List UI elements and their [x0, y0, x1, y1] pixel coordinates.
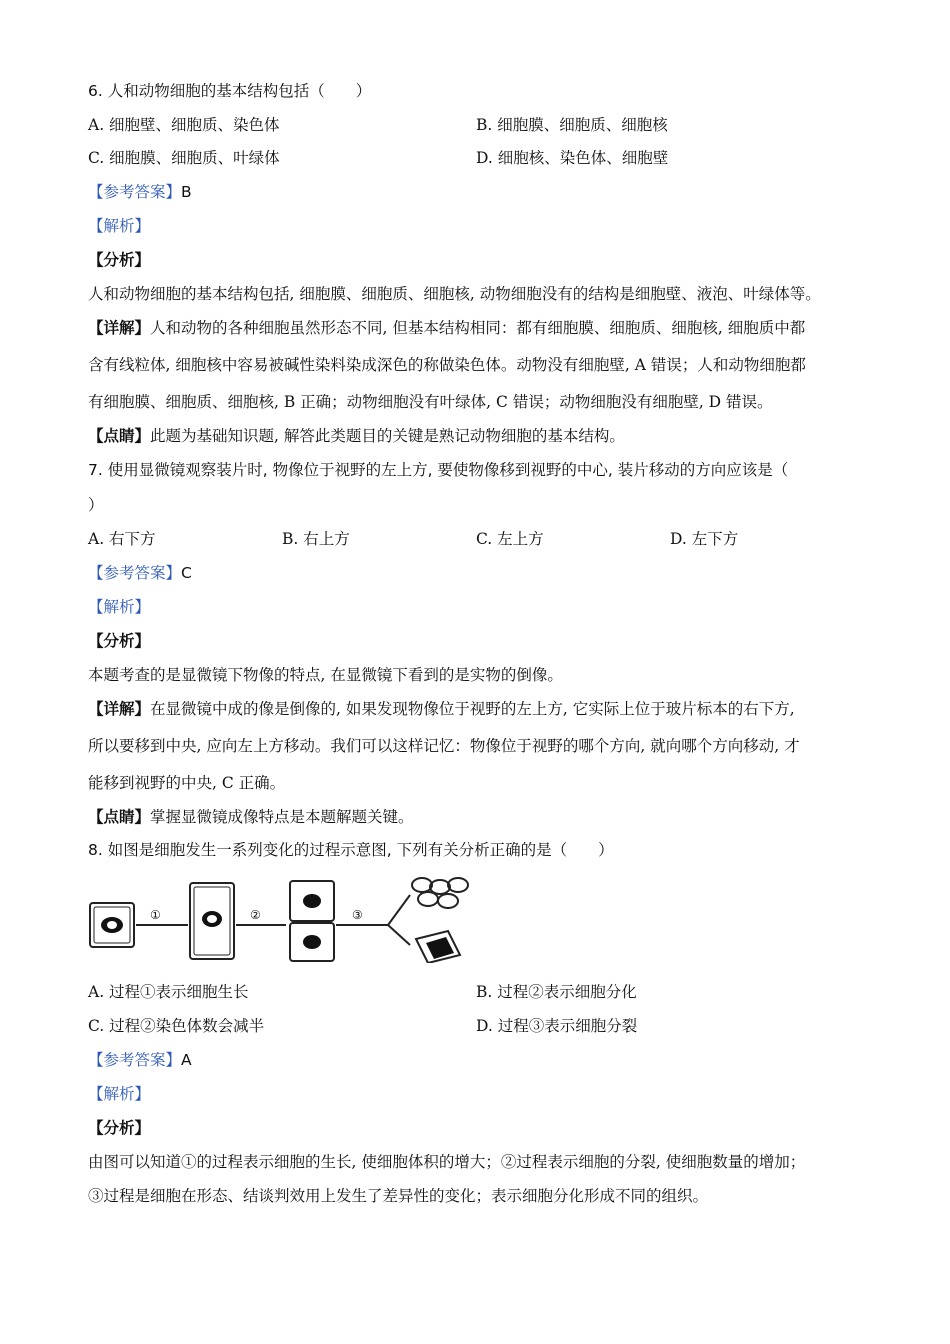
q7-detail-line-3: 能移到视野的中央, C 正确。 — [88, 774, 286, 792]
q6-fenxi-label: 【分析】 — [88, 250, 151, 269]
q7-answer: C — [181, 564, 192, 582]
q7-jiexi-label: 【解析】 — [88, 598, 151, 616]
q8-option-a: A. 过程①表示细胞生长 — [88, 983, 249, 1001]
q8-fenxi-label: 【分析】 — [88, 1118, 151, 1137]
q7-option-c: C. 左上方 — [476, 530, 544, 548]
q6-option-a: A. 细胞壁、细胞质、染色体 — [88, 116, 280, 134]
q7-detail-label: 【详解】 — [88, 699, 151, 718]
q6-analysis: 人和动物细胞的基本结构包括, 细胞膜、细胞质、细胞核, 动物细胞没有的结构是细胞壁、液泡、叶绿体等。 — [88, 285, 821, 303]
q6-comment: 此题为基础知识题, 解答此类题目的关键是熟记动物细胞的基本结构。 — [150, 427, 625, 445]
q8-option-c: C. 过程②染色体数会减半 — [88, 1017, 265, 1035]
q8-answer-label: 【参考答案】 — [88, 1051, 182, 1069]
q6-option-c: C. 细胞膜、细胞质、叶绿体 — [88, 149, 280, 167]
q7-answer-line — [88, 562, 192, 584]
diagram-label-2: ② — [250, 908, 261, 922]
q8-answer: A — [181, 1051, 192, 1069]
q6-detail-text-1: 人和动物的各种细胞虽然形态不同, 但基本结构相同：都有细胞膜、细胞质、细胞核, 细胞质中都 — [150, 319, 806, 337]
q6-jiexi-label: 【解析】 — [88, 217, 151, 235]
q7-comment-line — [88, 806, 414, 828]
q8-jiexi-label: 【解析】 — [88, 1085, 151, 1103]
q7-stem-line-2: ） — [88, 496, 104, 514]
diagram-label-1: ① — [150, 908, 161, 922]
q6-option-b: B. 细胞膜、细胞质、细胞核 — [476, 116, 668, 134]
q8-stem: 8. 如图是细胞发生一系列变化的过程示意图, 下列有关分析正确的是（ ） — [88, 841, 614, 859]
q6-detail-line-3: 有细胞膜、细胞质、细胞核, B 正确；动物细胞没有叶绿体, C 错误；动物细胞没有细胞壁, D 错误。 — [88, 393, 773, 411]
q7-detail-line-1 — [88, 698, 795, 720]
q8-option-b: B. 过程②表示细胞分化 — [476, 983, 637, 1001]
q7-analysis: 本题考查的是显微镜下物像的特点, 在显微镜下看到的是实物的倒像。 — [88, 666, 563, 684]
q8-analysis-line-1: 由图可以知道①的过程表示细胞的生长, 使细胞体积的增大；②过程表示细胞的分裂, 使细胞数量的增加； — [88, 1153, 806, 1171]
q6-comment-label: 【点睛】 — [88, 426, 151, 445]
q8-answer-line — [88, 1049, 192, 1071]
q6-option-d: D. 细胞核、染色体、细胞壁 — [476, 149, 669, 167]
q6-answer: B — [181, 183, 192, 201]
q6-detail-line-1 — [88, 317, 805, 339]
diagram-label-3: ③ — [352, 908, 363, 922]
q6-detail-label: 【详解】 — [88, 318, 151, 337]
q6-answer-label: 【参考答案】 — [88, 183, 182, 201]
q7-comment-label: 【点睛】 — [88, 807, 151, 826]
q7-detail-text-1: 在显微镜中成的像是倒像的, 如果发现物像位于视野的左上方, 它实际上位于玻片标本的右下方, — [150, 700, 795, 718]
q7-answer-label: 【参考答案】 — [88, 564, 182, 582]
cell-change-diagram — [88, 873, 478, 963]
q8-analysis-line-2: ③过程是细胞在形态、结谈判效用上发生了差异性的变化；表示细胞分化形成不同的组织。 — [88, 1187, 709, 1205]
q7-fenxi-label: 【分析】 — [88, 631, 151, 650]
q7-detail-line-2: 所以要移到中央, 应向左上方移动。我们可以这样记忆：物像位于视野的哪个方向, 就向哪个方向移动, 才 — [88, 737, 800, 755]
q6-detail-line-2: 含有线粒体, 细胞核中容易被碱性染料染成深色的称做染色体。动物没有细胞壁, A 错误；人和动物细胞都 — [88, 356, 806, 374]
q7-option-b: B. 右上方 — [282, 530, 350, 548]
q7-option-a: A. 右下方 — [88, 530, 156, 548]
q8-option-d: D. 过程③表示细胞分裂 — [476, 1017, 638, 1035]
q6-comment-line — [88, 425, 625, 447]
q6-stem: 6. 人和动物细胞的基本结构包括（ ） — [88, 82, 372, 100]
q7-comment: 掌握显微镜成像特点是本题解题关键。 — [150, 808, 414, 826]
q6-answer-line — [88, 181, 192, 203]
q7-option-d: D. 左下方 — [670, 530, 739, 548]
q7-stem-line-1: 7. 使用显微镜观察装片时, 物像位于视野的左上方, 要使物像移到视野的中心, 装片移动的方向应该是（ — [88, 461, 789, 479]
